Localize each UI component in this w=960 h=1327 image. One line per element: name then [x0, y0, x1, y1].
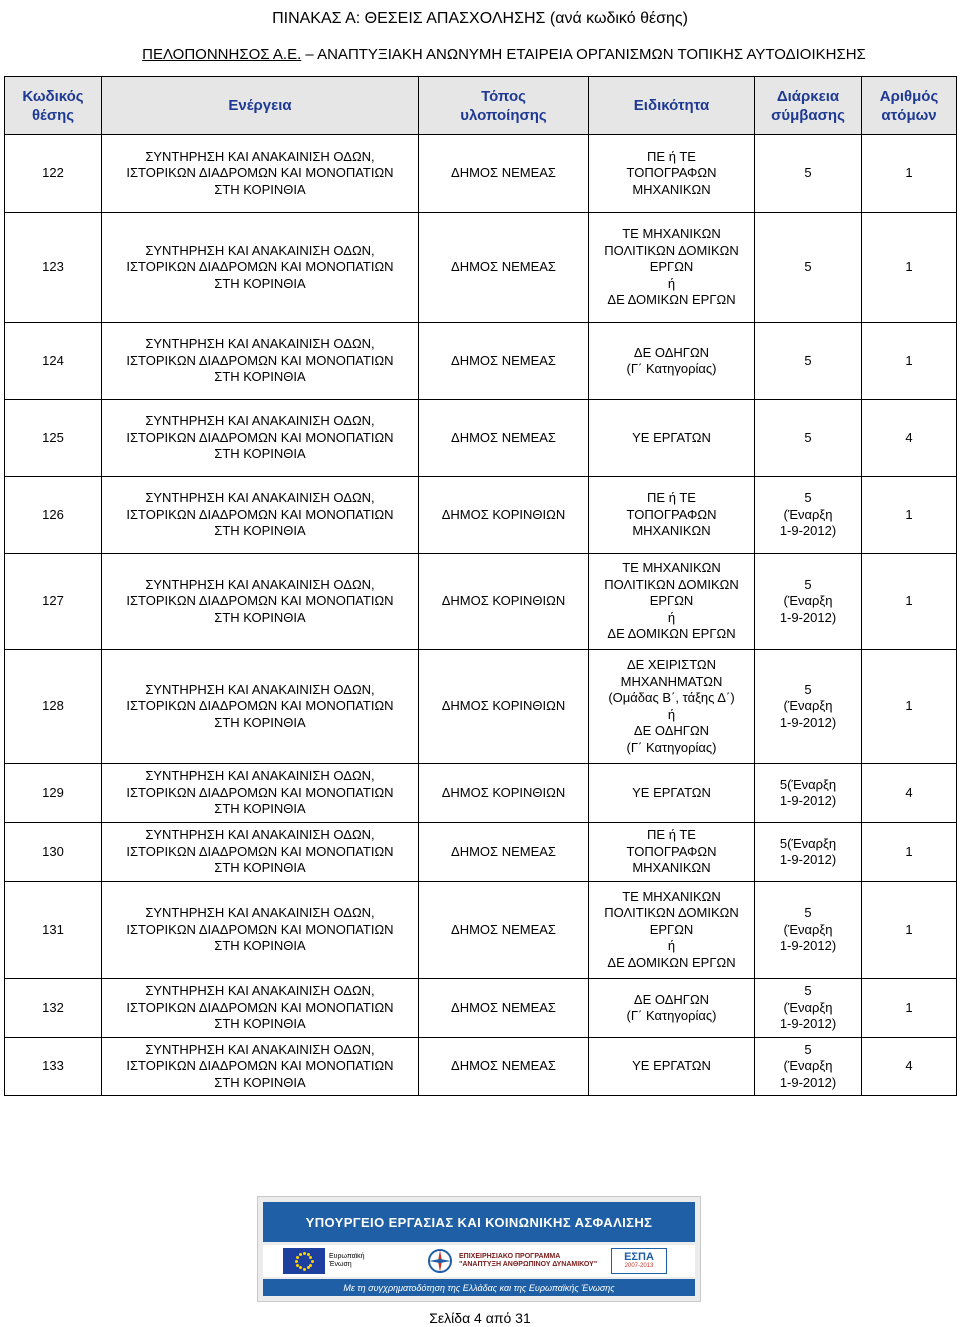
place-cell: ΔΗΜΟΣ ΝΕΜΕΑΣ — [419, 135, 589, 213]
position-code: 128 — [5, 650, 102, 764]
column-header-line: Αριθμός — [879, 87, 939, 105]
specialty-line: ή — [667, 706, 676, 722]
eu-star-icon — [299, 1266, 302, 1269]
action-line: ΙΣΤΟΡΙΚΩΝ ΔΙΑΔΡΟΜΩΝ ΚΑΙ ΜΟΝΟΠΑΤΙΩΝ — [126, 429, 394, 445]
specialty-line: ΔΕ ΟΔΗΓΩΝ — [633, 344, 710, 360]
specialty-cell — [589, 400, 755, 477]
column-header — [5, 77, 102, 135]
specialty-line: ΔΕ ΔΟΜΙΚΩΝ ΕΡΓΩΝ — [607, 954, 736, 970]
specialty-line: ΠΟΛΙΤΙΚΩΝ ΔΟΜΙΚΩΝ — [604, 905, 739, 921]
specialty-line: (Ομάδας Β΄, τάξης Δ΄) — [608, 690, 735, 705]
specialty-line: ΠΟΛΙΤΙΚΩΝ ΔΟΜΙΚΩΝ — [604, 242, 739, 258]
table-row — [5, 823, 957, 882]
persons-count: 1 — [862, 213, 957, 323]
specialty-line: (Γ΄ Κατηγορίας) — [626, 739, 717, 755]
organization-name: – ΑΝΑΠΤΥΞΙΑΚΗ ΑΝΩΝΥΜΗ ΕΤΑΙΡΕΙΑ ΟΡΓΑΝΙΣΜΩΝ ΤΟΠΙΚΗΣ ΑΥΤΟΔΙΟΙΚΗΣΗΣ — [301, 46, 866, 63]
action-line: ΣΤΗ ΚΟΡΙΝΘΙΑ — [214, 369, 306, 385]
specialty-line: ΠΟΛΙΤΙΚΩΝ ΔΟΜΙΚΩΝ — [604, 576, 739, 592]
specialty-line: ή — [667, 938, 676, 954]
table-row — [5, 650, 957, 764]
persons-count: 1 — [862, 823, 957, 882]
duration-line: 5(Έναρξη — [779, 835, 837, 851]
persons-count: 1 — [862, 882, 957, 979]
duration-line: (Έναρξη — [783, 1058, 833, 1074]
duration-line: 5 — [804, 352, 812, 368]
persons-count: 4 — [862, 764, 957, 823]
duration-cell — [755, 323, 862, 400]
position-code: 133 — [5, 1038, 102, 1096]
position-code: 125 — [5, 400, 102, 477]
table-row — [5, 1038, 957, 1096]
positions-table — [4, 76, 957, 1096]
place-cell: ΔΗΜΟΣ ΚΟΡΙΝΘΙΩΝ — [419, 477, 589, 554]
position-code: 123 — [5, 213, 102, 323]
action-line: ΣΤΗ ΚΟΡΙΝΘΙΑ — [214, 609, 306, 625]
position-code: 126 — [5, 477, 102, 554]
position-code: 124 — [5, 323, 102, 400]
action-line: ΙΣΤΟΡΙΚΩΝ ΔΙΑΔΡΟΜΩΝ ΚΑΙ ΜΟΝΟΠΑΤΙΩΝ — [126, 352, 394, 368]
specialty-line: ΔΕ ΟΔΗΓΩΝ — [633, 991, 710, 1007]
specialty-cell — [589, 554, 755, 650]
action-line: ΣΥΝΤΗΡΗΣΗ ΚΑΙ ΑΝΑΚΑΙΝΙΣΗ ΟΔΩΝ, — [145, 905, 375, 921]
duration-cell — [755, 823, 862, 882]
action-cell — [102, 650, 419, 764]
column-header — [862, 77, 957, 135]
duration-line: (Έναρξη — [783, 999, 833, 1015]
specialty-line: ΠΕ ή ΤΕ — [647, 148, 696, 164]
action-line: ΣΤΗ ΚΟΡΙΝΘΙΑ — [214, 938, 306, 954]
eu-star-icon — [309, 1256, 312, 1259]
action-line: ΣΥΝΤΗΡΗΣΗ ΚΑΙ ΑΝΑΚΑΙΝΙΣΗ ΟΔΩΝ, — [145, 413, 375, 429]
specialty-line: (Γ΄ Κατηγορίας) — [626, 361, 717, 376]
position-code: 127 — [5, 554, 102, 650]
specialty-line: ΤΟΠΟΓΡΑΦΩΝ — [626, 165, 717, 181]
action-line: ΣΥΝΤΗΡΗΣΗ ΚΑΙ ΑΝΑΚΑΙΝΙΣΗ ΟΔΩΝ, — [145, 576, 375, 592]
action-line: ΙΣΤΟΡΙΚΩΝ ΔΙΑΔΡΟΜΩΝ ΚΑΙ ΜΟΝΟΠΑΤΙΩΝ — [126, 921, 394, 937]
action-line: ΙΣΤΟΡΙΚΩΝ ΔΙΑΔΡΟΜΩΝ ΚΑΙ ΜΟΝΟΠΑΤΙΩΝ — [126, 843, 394, 859]
position-code: 132 — [5, 979, 102, 1038]
eu-flag-icon — [283, 1248, 325, 1274]
page-title: ΠΙΝΑΚΑΣ Α: ΘΕΣΕΙΣ ΑΠΑΣΧΟΛΗΣΗΣ (ανά κωδικό θέσης) — [272, 10, 688, 27]
page-number: Σελίδα 4 από 31 — [429, 1310, 531, 1326]
duration-cell — [755, 882, 862, 979]
specialty-line: ή — [667, 275, 676, 291]
specialty-line: ΤΕ ΜΗΧΑΝΙΚΩΝ — [622, 226, 721, 242]
program-name — [459, 1253, 599, 1269]
program-line-1: ΕΠΙΧΕΙΡΗΣΙΑΚΟ ΠΡΟΓΡΑΜΜΑ — [459, 1253, 561, 1260]
table-row — [5, 764, 957, 823]
duration-line: 1-9-2012) — [779, 1016, 837, 1032]
duration-line: 1-9-2012) — [779, 523, 837, 539]
action-cell — [102, 213, 419, 323]
specialty-line: ΤΟΠΟΓΡΑΦΩΝ — [626, 843, 717, 859]
place-cell: ΔΗΜΟΣ ΝΕΜΕΑΣ — [419, 979, 589, 1038]
action-line: ΣΥΝΤΗΡΗΣΗ ΚΑΙ ΑΝΑΚΑΙΝΙΣΗ ΟΔΩΝ, — [145, 148, 375, 164]
organization-title — [64, 46, 944, 63]
action-cell — [102, 979, 419, 1038]
action-cell — [102, 135, 419, 213]
duration-line: 5 — [804, 429, 812, 445]
duration-cell — [755, 477, 862, 554]
persons-count: 1 — [862, 979, 957, 1038]
eu-star-icon — [296, 1256, 299, 1259]
table-row — [5, 882, 957, 979]
duration-line: 5 — [804, 259, 812, 275]
eu-star-icon — [296, 1264, 299, 1267]
action-cell — [102, 477, 419, 554]
specialty-line: ΔΕ ΔΟΜΙΚΩΝ ΕΡΓΩΝ — [607, 626, 736, 642]
cofinance-strip — [263, 1279, 695, 1296]
action-line: ΣΥΝΤΗΡΗΣΗ ΚΑΙ ΑΝΑΚΑΙΝΙΣΗ ΟΔΩΝ, — [145, 336, 375, 352]
action-line: ΣΤΗ ΚΟΡΙΝΘΙΑ — [214, 1074, 306, 1090]
duration-cell — [755, 554, 862, 650]
column-header-line: Ειδικότητα — [633, 97, 710, 114]
ministry-strip — [263, 1202, 695, 1242]
action-cell — [102, 823, 419, 882]
table-row — [5, 477, 957, 554]
action-line: ΣΤΗ ΚΟΡΙΝΘΙΑ — [214, 801, 306, 817]
place-cell: ΔΗΜΟΣ ΝΕΜΕΑΣ — [419, 823, 589, 882]
table-row — [5, 323, 957, 400]
duration-line: 5 — [804, 165, 812, 181]
specialty-line: ΥΕ ΕΡΓΑΤΩΝ — [632, 429, 711, 445]
eu-star-icon — [309, 1264, 312, 1267]
duration-line: 1-9-2012) — [779, 793, 837, 808]
action-line: ΣΤΗ ΚΟΡΙΝΘΙΑ — [214, 181, 306, 197]
position-code: 130 — [5, 823, 102, 882]
duration-line: 5 — [804, 983, 812, 999]
specialty-line: ΥΕ ΕΡΓΑΤΩΝ — [632, 784, 711, 800]
duration-cell — [755, 650, 862, 764]
organization-prefix: ΠΕΛΟΠΟΝΝΗΣΟΣ Α.Ε. — [142, 46, 302, 63]
specialty-line: ή — [667, 609, 676, 625]
action-line: ΣΥΝΤΗΡΗΣΗ ΚΑΙ ΑΝΑΚΑΙΝΙΣΗ ΟΔΩΝ, — [145, 827, 375, 843]
cofinance-banner — [257, 1196, 701, 1302]
duration-line: 1-9-2012) — [779, 1074, 837, 1090]
action-line: ΙΣΤΟΡΙΚΩΝ ΔΙΑΔΡΟΜΩΝ ΚΑΙ ΜΟΝΟΠΑΤΙΩΝ — [126, 506, 394, 522]
column-header-line: Τόπος — [481, 87, 526, 105]
column-header — [102, 77, 419, 135]
column-header-line: Ενέργεια — [228, 97, 292, 114]
position-code: 129 — [5, 764, 102, 823]
specialty-line: ΕΡΓΩΝ — [649, 593, 694, 609]
specialty-line: ΔΕ ΔΟΜΙΚΩΝ ΕΡΓΩΝ — [607, 292, 736, 308]
specialty-line: ΜΗΧΑΝΙΚΩΝ — [632, 523, 711, 539]
position-code: 122 — [5, 135, 102, 213]
specialty-cell — [589, 764, 755, 823]
action-line: ΙΣΤΟΡΙΚΩΝ ΔΙΑΔΡΟΜΩΝ ΚΑΙ ΜΟΝΟΠΑΤΙΩΝ — [126, 698, 394, 714]
column-header — [419, 77, 589, 135]
place-cell: ΔΗΜΟΣ ΝΕΜΕΑΣ — [419, 400, 589, 477]
duration-cell — [755, 135, 862, 213]
persons-count: 1 — [862, 323, 957, 400]
duration-cell — [755, 979, 862, 1038]
place-cell: ΔΗΜΟΣ ΚΟΡΙΝΘΙΩΝ — [419, 764, 589, 823]
espa-years: 2007-2013 — [624, 1263, 654, 1269]
duration-line: (Έναρξη — [783, 921, 833, 937]
column-header-line: ατόμων — [881, 106, 937, 124]
column-header-line: θέσης — [31, 106, 75, 124]
column-header-line: υλοποίησης — [460, 106, 547, 124]
action-line: ΙΣΤΟΡΙΚΩΝ ΔΙΑΔΡΟΜΩΝ ΚΑΙ ΜΟΝΟΠΑΤΙΩΝ — [126, 259, 394, 275]
specialty-line: ΔΕ ΟΔΗΓΩΝ — [633, 723, 710, 738]
duration-line: 1-9-2012) — [779, 938, 837, 954]
eu-star-icon — [303, 1252, 306, 1255]
action-line: ΙΣΤΟΡΙΚΩΝ ΔΙΑΔΡΟΜΩΝ ΚΑΙ ΜΟΝΟΠΑΤΙΩΝ — [126, 593, 394, 609]
duration-line: 5 — [804, 490, 812, 506]
column-header-line: σύμβασης — [771, 106, 845, 124]
duration-line: (Έναρξη — [783, 698, 833, 714]
specialty-cell — [589, 323, 755, 400]
duration-line: 1-9-2012) — [779, 714, 837, 730]
specialty-cell — [589, 213, 755, 323]
table-row — [5, 400, 957, 477]
action-cell — [102, 323, 419, 400]
action-line: ΣΥΝΤΗΡΗΣΗ ΚΑΙ ΑΝΑΚΑΙΝΙΣΗ ΟΔΩΝ, — [145, 490, 375, 506]
specialty-cell — [589, 882, 755, 979]
duration-line: 5 — [804, 1041, 812, 1057]
place-cell: ΔΗΜΟΣ ΝΕΜΕΑΣ — [419, 1038, 589, 1096]
action-line: ΣΤΗ ΚΟΡΙΝΘΙΑ — [214, 1016, 306, 1032]
duration-line: 1-9-2012) — [779, 852, 837, 867]
duration-line: 5 — [804, 681, 812, 697]
duration-line: 1-9-2012) — [779, 609, 837, 625]
specialty-line: ΤΕ ΜΗΧΑΝΙΚΩΝ — [622, 888, 721, 904]
eu-star-icon — [295, 1260, 298, 1263]
persons-count: 1 — [862, 554, 957, 650]
specialty-line: ΜΗΧΑΝΙΚΩΝ — [632, 181, 711, 197]
action-cell — [102, 400, 419, 477]
action-line: ΙΣΤΟΡΙΚΩΝ ΔΙΑΔΡΟΜΩΝ ΚΑΙ ΜΟΝΟΠΑΤΙΩΝ — [126, 999, 394, 1015]
specialty-cell — [589, 135, 755, 213]
table-row — [5, 213, 957, 323]
action-cell — [102, 1038, 419, 1096]
persons-count: 4 — [862, 400, 957, 477]
action-line: ΣΤΗ ΚΟΡΙΝΘΙΑ — [214, 446, 306, 462]
duration-line: (Έναρξη — [783, 506, 833, 522]
compass-icon — [427, 1248, 453, 1274]
specialty-line: (Γ΄ Κατηγορίας) — [626, 1008, 717, 1023]
action-cell — [102, 554, 419, 650]
action-line: ΣΤΗ ΚΟΡΙΝΘΙΑ — [214, 860, 306, 876]
specialty-cell — [589, 477, 755, 554]
eu-star-icon — [303, 1268, 306, 1271]
ministry-name: ΥΠΟΥΡΓΕΙΟ ΕΡΓΑΣΙΑΣ ΚΑΙ ΚΟΙΝΩΝΙΚΗΣ ΑΣΦΑΛΙΣΗΣ — [305, 1214, 653, 1230]
persons-count: 1 — [862, 650, 957, 764]
specialty-line: ΠΕ ή ΤΕ — [647, 827, 696, 843]
column-header — [755, 77, 862, 135]
action-line: ΣΥΝΤΗΡΗΣΗ ΚΑΙ ΑΝΑΚΑΙΝΙΣΗ ΟΔΩΝ, — [145, 681, 375, 697]
action-line: ΣΤΗ ΚΟΡΙΝΘΙΑ — [214, 523, 306, 539]
column-header-line: Κωδικός — [22, 87, 84, 105]
persons-count: 1 — [862, 135, 957, 213]
column-header — [589, 77, 755, 135]
column-header-line: Διάρκεια — [776, 87, 840, 105]
eu-star-icon — [307, 1266, 310, 1269]
program-line-2: "ΑΝΑΠΤΥΞΗ ΑΝΘΡΩΠΙΝΟΥ ΔΥΝΑΜΙΚΟΥ" — [459, 1261, 598, 1268]
duration-line: (Έναρξη — [783, 593, 833, 609]
logos-strip — [263, 1245, 695, 1277]
espa-logo — [611, 1248, 667, 1274]
specialty-cell — [589, 650, 755, 764]
duration-cell — [755, 1038, 862, 1096]
specialty-line: ΤΟΠΟΓΡΑΦΩΝ — [626, 506, 717, 522]
place-cell: ΔΗΜΟΣ ΝΕΜΕΑΣ — [419, 213, 589, 323]
specialty-cell — [589, 979, 755, 1038]
action-line: ΣΥΝΤΗΡΗΣΗ ΚΑΙ ΑΝΑΚΑΙΝΙΣΗ ΟΔΩΝ, — [145, 768, 375, 784]
persons-count: 4 — [862, 1038, 957, 1096]
persons-count: 1 — [862, 477, 957, 554]
specialty-cell — [589, 1038, 755, 1096]
place-cell: ΔΗΜΟΣ ΚΟΡΙΝΘΙΩΝ — [419, 650, 589, 764]
action-line: ΣΥΝΤΗΡΗΣΗ ΚΑΙ ΑΝΑΚΑΙΝΙΣΗ ΟΔΩΝ, — [145, 983, 375, 999]
duration-line: 5(Έναρξη — [779, 776, 837, 792]
duration-line: 5 — [804, 905, 812, 921]
eu-label: Ευρωπαϊκή Ένωση — [329, 1253, 365, 1268]
duration-cell — [755, 764, 862, 823]
table-row — [5, 135, 957, 213]
table-body — [5, 135, 957, 1096]
specialty-line: ΜΗΧΑΝΗΜΑΤΩΝ — [620, 673, 723, 689]
duration-line: 5 — [804, 576, 812, 592]
eu-star-icon — [311, 1260, 314, 1263]
table-header-row — [5, 77, 957, 135]
table-row — [5, 554, 957, 650]
action-line: ΙΣΤΟΡΙΚΩΝ ΔΙΑΔΡΟΜΩΝ ΚΑΙ ΜΟΝΟΠΑΤΙΩΝ — [126, 165, 394, 181]
action-line: ΙΣΤΟΡΙΚΩΝ ΔΙΑΔΡΟΜΩΝ ΚΑΙ ΜΟΝΟΠΑΤΙΩΝ — [126, 1058, 394, 1074]
specialty-line: ΔΕ ΧΕΙΡΙΣΤΩΝ — [626, 657, 717, 672]
position-code: 131 — [5, 882, 102, 979]
espa-label: ΕΣΠΑ — [624, 1251, 654, 1263]
place-cell: ΔΗΜΟΣ ΝΕΜΕΑΣ — [419, 882, 589, 979]
action-line: ΙΣΤΟΡΙΚΩΝ ΔΙΑΔΡΟΜΩΝ ΚΑΙ ΜΟΝΟΠΑΤΙΩΝ — [126, 784, 394, 800]
specialty-line: ΥΕ ΕΡΓΑΤΩΝ — [632, 1058, 711, 1074]
action-line: ΣΤΗ ΚΟΡΙΝΘΙΑ — [214, 714, 306, 730]
eu-star-icon — [299, 1253, 302, 1256]
table-row — [5, 979, 957, 1038]
specialty-line: ΕΡΓΩΝ — [649, 921, 694, 937]
specialty-cell — [589, 823, 755, 882]
place-cell: ΔΗΜΟΣ ΝΕΜΕΑΣ — [419, 323, 589, 400]
duration-cell — [755, 400, 862, 477]
action-line: ΣΤΗ ΚΟΡΙΝΘΙΑ — [214, 275, 306, 291]
cofinance-text: Με τη συγχρηματοδότηση της Ελλάδας και της Ευρωπαϊκής Ένωσης — [343, 1282, 615, 1293]
action-cell — [102, 882, 419, 979]
specialty-line: ΤΕ ΜΗΧΑΝΙΚΩΝ — [622, 560, 721, 576]
specialty-line: ΕΡΓΩΝ — [649, 259, 694, 275]
specialty-line: ΜΗΧΑΝΙΚΩΝ — [632, 860, 711, 876]
specialty-line: ΠΕ ή ΤΕ — [647, 490, 696, 506]
action-line: ΣΥΝΤΗΡΗΣΗ ΚΑΙ ΑΝΑΚΑΙΝΙΣΗ ΟΔΩΝ, — [145, 242, 375, 258]
duration-cell — [755, 213, 862, 323]
action-line: ΣΥΝΤΗΡΗΣΗ ΚΑΙ ΑΝΑΚΑΙΝΙΣΗ ΟΔΩΝ, — [145, 1041, 375, 1057]
place-cell: ΔΗΜΟΣ ΚΟΡΙΝΘΙΩΝ — [419, 554, 589, 650]
action-cell — [102, 764, 419, 823]
